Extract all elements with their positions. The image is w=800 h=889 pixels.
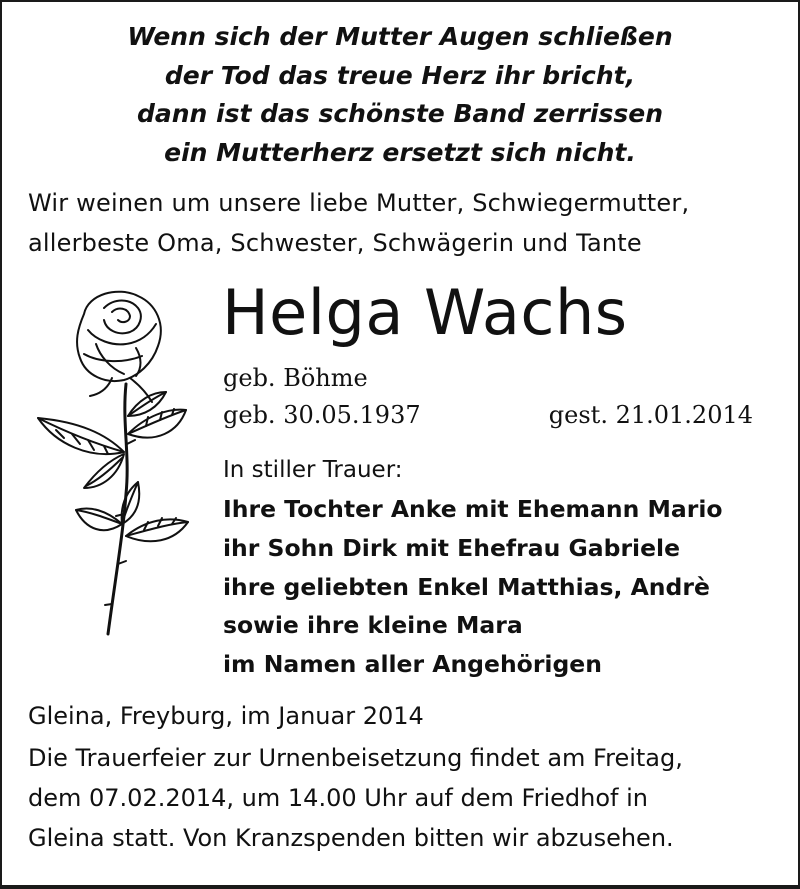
intro-text xyxy=(28,183,783,263)
intro-line: allerbeste Oma, Schwester, Schwägerin und Tante xyxy=(28,229,642,257)
notice-line: Gleina statt. Von Kranzspenden bitten wir abzusehen. xyxy=(28,824,674,852)
poem-line: dann ist das schönste Band zerrissen xyxy=(136,99,664,128)
notice-line: dem 07.02.2014, um 14.00 Uhr auf dem Friedhof in xyxy=(28,784,648,812)
mourner-line: sowie ihre kleine Mara xyxy=(223,611,523,640)
funeral-notice xyxy=(28,738,778,858)
intro-line: Wir weinen um unsere liebe Mutter, Schwiegermutter, xyxy=(28,189,690,217)
poem-line: ein Mutterherz ersetzt sich nicht. xyxy=(164,137,636,167)
mourner-line: Ihre Tochter Anke mit Ehemann Mario xyxy=(223,495,723,523)
rose-icon xyxy=(26,284,196,644)
place-date: Gleina, Freyburg, im Januar 2014 xyxy=(28,702,424,730)
deceased-name: Helga Wachs xyxy=(222,276,628,349)
mourners-list xyxy=(223,490,723,684)
mourner-line: ihr Sohn Dirk mit Ehefrau Gabriele xyxy=(223,533,681,562)
poem-line: der Tod das treue Herz ihr bricht, xyxy=(164,60,636,90)
death-date: gest. 21.01.2014 xyxy=(548,401,753,429)
mourner-line: im Namen aller Angehörigen xyxy=(223,650,602,679)
birth-date: geb. 30.05.1937 xyxy=(223,401,421,429)
notice-line: Die Trauerfeier zur Urnenbeisetzung findet am Freitag, xyxy=(28,744,683,772)
birth-name: geb. Böhme xyxy=(223,364,368,392)
mourner-line: ihre geliebten Enkel Matthias, Andrè xyxy=(223,572,710,601)
poem-line: Wenn sich der Mutter Augen schließen xyxy=(127,22,673,51)
poem xyxy=(2,18,798,172)
mourning-label: In stiller Trauer: xyxy=(223,457,403,483)
